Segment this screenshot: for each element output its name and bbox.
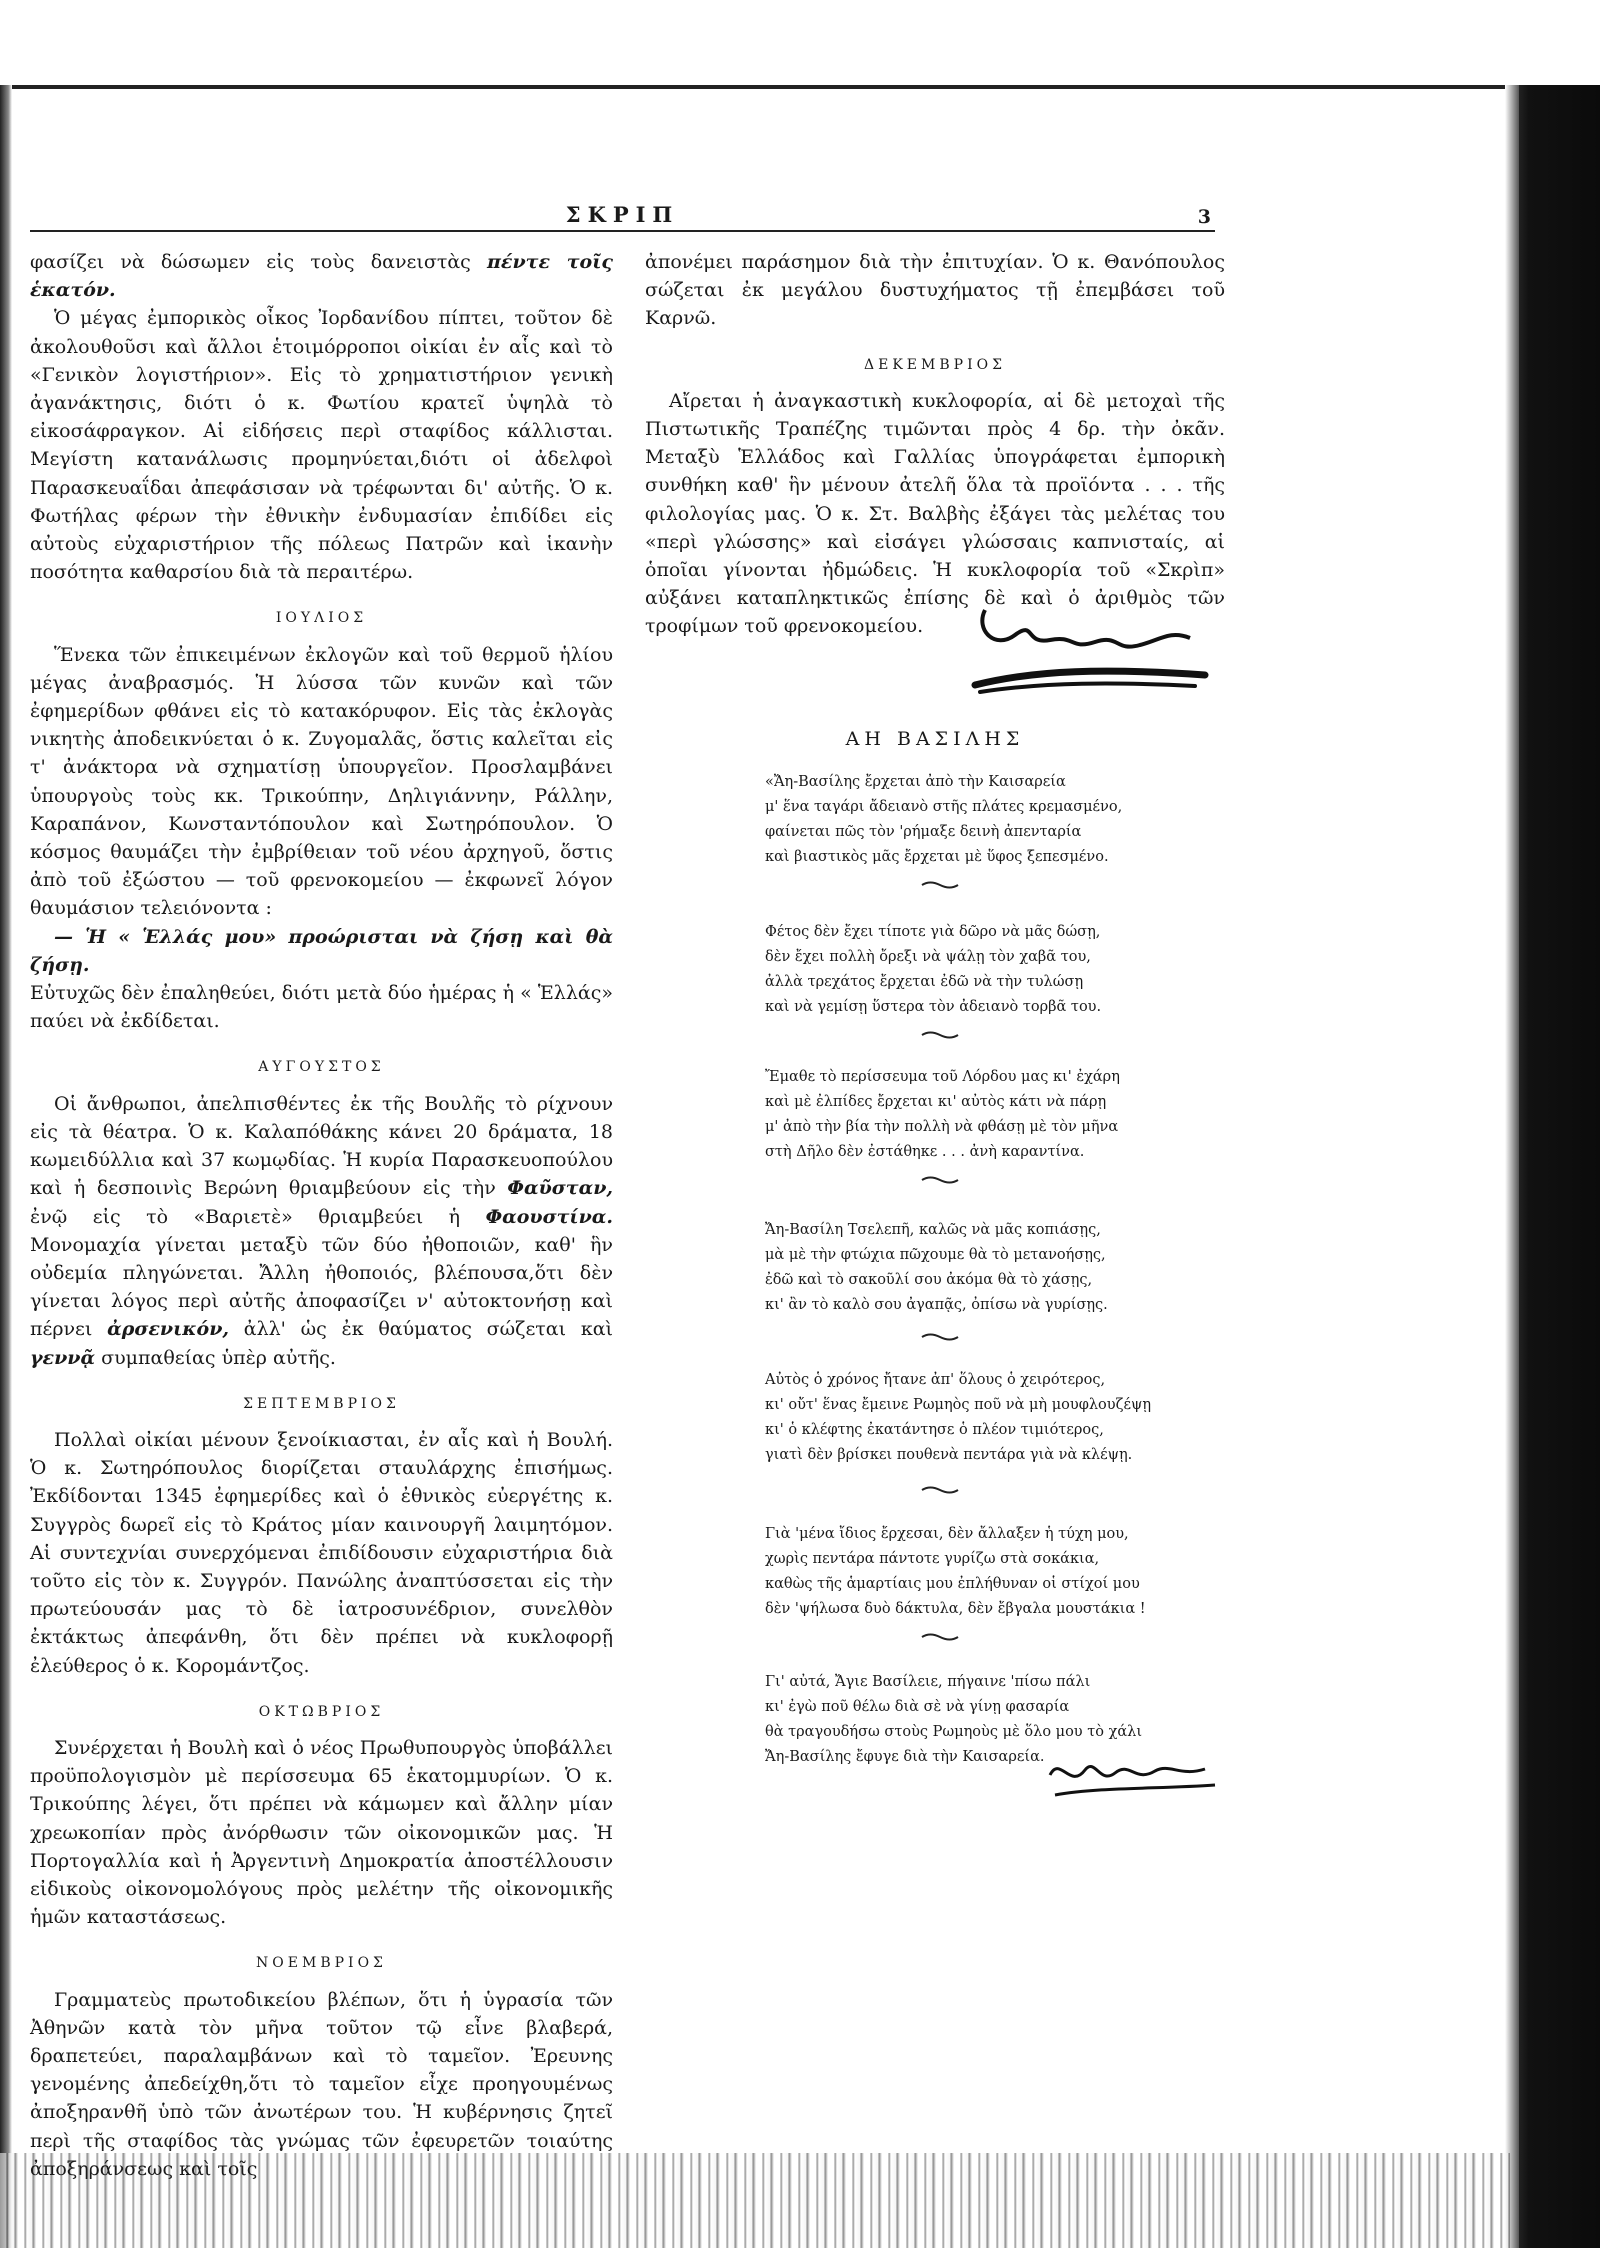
- december-text: Αἴρεται ἡ ἀναγκαστικὴ κυκλοφορία, αἱ δὲ μετοχαὶ τῆς Πιστωτικῆς Τραπέζης τιμῶνται πρὸς 4 δρ. τὴν ὀκᾶν. Μεταξὺ Ἑλλάδος καὶ Γαλλίας ὑπογράφεται ἐμπορικὴ συνθήκη καθ' ἣν μένουν ἀτελῆ ὅλα τὰ προϊόντα . . . τῆς φιλολογίας μας. Ὁ κ. Στ. Βαλβὴς ἐξάγει τὰς μελέτας του «περὶ γλώσσης» καὶ εἰσάγει γλώσσαις καπνισταίς, αἱ ὁποῖαι γίνονται ἠδμώδεις. Ἡ κυκλοφορία τοῦ «Σκρὶπ» αὐξάνει καταπληκτικῶς ἐπίσης δὲ καὶ ὁ ἀριθμὸς τῶν τροφίμων τοῦ φρενοκομείου.: [645, 389, 1225, 638]
- poem-stanza: Γι' αὐτά, Ἄγιε Βασίλειε, πήγαινε 'πίσω πάλι κι' ἐγὼ ποῦ θέλω διὰ σὲ νὰ γίνῃ φασαρία θὰ τραγουδήσω στοὺς Ρωμηοὺς μὲ ὅλο μου τὸ χάλι Ἄη-Βασίλης ἔφυγε διὰ τὴν Καισαρεία.: [765, 1674, 1143, 1765]
- newspaper-title: ΣΚΡΙΠ: [565, 202, 680, 227]
- intro-paragraph: φασίζει νὰ δώσωμεν εἰς τοὺς δανειστὰς πέντε τοῖς ἑκατόν.: [30, 251, 613, 302]
- signature-scrawl-icon: [955, 590, 1215, 710]
- ornament-icon: [920, 1030, 960, 1040]
- august-text: Οἱ ἄνθρωποι, ἀπελπισθέντες ἐκ τῆς Βουλῆς τὸ ρίχνουν εἰς τὰ θέατρα. Ὁ κ. Καλαπόθάκης κάνει 20 δράματα, 18 κωμειδύλλια καὶ 37 κωμῳδίας. Ἡ κυρία Παρασκευοπούλου καὶ ἡ δεσποινὶς Βερώνη θριαμβεύουν εἰς τὴν Φαῦσταν, ἐνῷ εἰς τὸ «Βαριετὲ» θριαμβεύει ἡ Φαουστίνα. Μονομαχία γίνεται μεταξὺ τῶν δύο ἠθοποιῶν, καθ' ἣν οὐδεμία πληγώνεται. Ἄλλη ἠθοποιός, βλέπουσα,ὅτι δὲν γίνεται λόγος περὶ αὐτῆς ἀποφασίζει ν' αὐτοκτονήσῃ καὶ πέρνει ἀρσενικόν, ἀλλ' ὡς ἐκ θαύματος σώζεται καὶ γεννᾷ συμπαθείας ὑπὲρ αὐτῆς.: [30, 1092, 614, 1369]
- poem-stanza: Αὐτὸς ὁ χρόνος ἤτανε ἀπ' ὅλους ὁ χειρότερος, κι' οὔτ' ἕνας ἔμεινε Ρωμηὸς ποῦ νὰ μὴ μουφλουζέψῃ κι' ὁ κλέφτης ἐκατάντησε ὁ πλέον τιμιότερος, γιατὶ δὲν βρίσκει πουθενὰ πεντάρα γιὰ νὰ κλέψῃ.: [765, 1372, 1152, 1463]
- right-column: [645, 248, 1225, 641]
- left-column: [30, 248, 613, 2183]
- month-heading-august: ΑΥΓΟΥΣΤΟΣ: [258, 1059, 385, 1076]
- month-heading-july: ΙΟΥΛΙΟΣ: [275, 610, 368, 627]
- poem-title: ΑΗ ΒΑΣΙΛΗΣ: [845, 728, 1025, 750]
- scan-right-edge: [1505, 85, 1600, 2248]
- month-heading-october: ΟΚΤΩΒΡΙΟΣ: [258, 1703, 385, 1720]
- continuation-text: ἀπονέμει παράσημον διὰ τὴν ἐπιτυχίαν. Ὁ κ. Θανόπουλος σώζεται ἐκ μεγάλου δυστυχήματος τῇ ἐπεμβάσει τοῦ Καρνῶ.: [645, 251, 1225, 330]
- editor-signature: [955, 590, 1215, 710]
- poem-stanza: Ἄη-Βασίλη Τσελεπῆ, καλῶς νὰ μᾶς κοπιάσῃς, μὰ μὲ τὴν φτώχια πῶχουμε θὰ τὸ μετανοήσῃς, ἐδῶ καὶ τὸ σακοῦλί σου ἀκόμα θὰ τὸ χάσῃς, κι' ἂν τὸ καλὸ σου ἀγαπᾷς, ὀπίσω νὰ γυρίσῃς.: [765, 1222, 1108, 1313]
- month-heading-december: ΔΕΚΕΜΒΡΙΟΣ: [864, 356, 1006, 373]
- page-number: 3: [1197, 206, 1211, 228]
- ornament-icon: [920, 1632, 960, 1642]
- july-text: Ἕνεκα τῶν ἐπικειμένων ἐκλογῶν καὶ τοῦ θερμοῦ ἡλίου μέγας ἀναβρασμός. Ἡ λύσσα τῶν κυνῶν καὶ τῶν ἐφημερίδων φθάνει εἰς τὸ κατακόρυφον. Εἰς τὰς ἐκλογὰς νικητὴς ἀποδεικνύεται ὁ κ. Ζυγομαλᾶς, ὅστις καλεῖται εἰς τ' ἀνάκτορα νὰ σχηματίσῃ ὑπουργεῖον. Προσλαμβάνει ὑπουργοὺς τοὺς κκ. Τρικούπην, Δηλιγιάννην, Ράλλην, Καραπάνον, Κωνσταντόπουλον καὶ Σωτηρόπουλον. Ὁ κόσμος θαυμάζει τὴν ἐμβρίθειαν τοῦ νέου ἀρχηγοῦ, ὅστις ἀπὸ τοῦ ἐξώστου — τοῦ φρενοκομείου — ἐκφωνεῖ λόγον θαυμάσιον τελειόνοντα :: [30, 643, 613, 920]
- poem-stanza: Φέτος δὲν ἔχει τίποτε γιὰ δῶρο νὰ μᾶς δώσῃ, δὲν ἔχει πολλὴ ὄρεξι νὰ ψάλῃ τὸν χαβᾶ του, ἀλλὰ τρεχάτος ἔρχεται ἐδῶ νὰ τὴν τυλώσῃ καὶ νὰ γεμίσῃ ὕστερα τὸν ἀδειανὸ τορβᾶ του.: [765, 924, 1102, 1015]
- ornament-icon: [920, 1175, 960, 1185]
- scan-left-edge: [0, 85, 12, 2248]
- ornament-icon: [920, 1332, 960, 1342]
- month-heading-november: ΝΟΕΜΒΡΙΟΣ: [256, 1955, 387, 1972]
- poem-stanza: Γιὰ 'μένα ἴδιος ἔρχεσαι, δὲν ἄλλαξεν ἡ τύχη μου, χωρὶς πεντάρα πάντοτε γυρίζω στὰ σοκάκια, καθὼς τῆς ἁμαρτίαις μου ἐπλήθυναν οἱ στίχοί μου δὲν 'ψήλωσα δυὸ δάκτυλα, δὲν ἔβγαλα μουστάκια !: [765, 1526, 1146, 1617]
- poem-stanza: Ἔμαθε τὸ περίσσευμα τοῦ Λόρδου μας κι' ἐχάρη καὶ μὲ ἐλπίδες ἔρχεται κι' αὐτὸς κάτι νὰ πάρῃ μ' ἀπὸ τὴν βία τὴν πολλὴ νὰ φθάσῃ μὲ τὸν μῆνα στὴ Δῆλο δὲν ἐστάθηκε . . . ἀνὴ καραντίνα.: [765, 1069, 1120, 1160]
- month-heading-september: ΣΕΠΤΕΜΒΡΙΟΣ: [243, 1395, 400, 1412]
- september-text: Πολλαὶ οἰκίαι μένουν ξενοίκιασται, ἐν αἷς καὶ ἡ Βουλή. Ὁ κ. Σωτηρόπουλος διορίζεται σταυλάρχης ἐπισήμως. Ἐκδίδονται 1345 ἐφημερίδες καὶ ὁ ἐθνικὸς εὐεργέτης κ. Συγγρὸς δωρεῖ εἰς τὸ Κράτος μίαν καινουργῆ λαιμητόμον. Αἱ συντεχνίαι συνερχόμεναι ἐπιδίδουσιν εὐχαριστήρια διὰ τοῦτο εἰς τὸν κ. Συγγρόν. Πανώλης ἀναπτύσσεται εἰς τὴν πρωτεύουσάν μας τὸ δὲ ἰατροσυνέδριον, συνελθὸν ἐκτάκτως ἀπεφάνθη, ὅτι δὲν πρέπει νὰ κυκλοφορῇ ἐλεύθερος ὁ κ. Κορομάντζος.: [30, 1428, 613, 1677]
- scan-top-border: [0, 85, 1505, 89]
- ornament-icon: [920, 880, 960, 890]
- intro-paragraph-2: Ὁ μέγας ἐμπορικὸς οἶκος Ἰορδανίδου πίπτει, τοῦτον δὲ ἀκολουθοῦσι καὶ ἄλλοι ἑτοιμόρροποι οἰκίαι ἐν αἷς καὶ τὸ «Γενικὸν λογιστήριον». Εἰς τὸ χρηματιστήριον γενικὴ ἀγανάκτησις, διότι ὁ κ. Φωτίου κρατεῖ ὑψηλὰ τὸ εἰκοσάφραγκον. Αἱ εἰδήσεις περὶ σταφίδος κάλλισται. Μεγίστη κατανάλωσις προμηνύεται,διότι οἱ ἀδελφοὶ Παρασκευαΐδαι ἀπεφάσισαν νὰ τρέφωνται δι' αὐτῆς. Ὁ κ. Φωτήλας φέρων τὴν ἐθνικὴν ἐνδυμασίαν ἐπιδίδει εἰς αὐτοὺς εὐχαριστήριον τῆς πόλεως Πατρῶν καὶ ἱκανὴν ποσότητα καθαρσίου διὰ τὰ περαιτέρω.: [30, 307, 613, 584]
- november-text: Γραμματεὺς πρωτοδικείου βλέπων, ὅτι ἡ ὑγρασία τῶν Ἀθηνῶν κατὰ τὸν μῆνα τοῦτον τῷ εἶνε βλαβερά, δραπετεύει, παραλαμβάνων καὶ τὸ ταμεῖον. Ἐρευνης γενομένης ἀπεδείχθη,ὅτι τὸ ταμεῖον εἶχε προηγουμένως ἀποξηρανθῆ ὑπὸ τῶν ἀνωτέρων του. Ἡ κυβέρνησις ζητεῖ περὶ τῆς σταφίδος τὰς γνώμας τῶν ἐφευρετῶν τοιαύτης ἀποξηράνσεως καὶ τοῖς: [30, 1988, 613, 2180]
- october-text: Συνέρχεται ἡ Βουλὴ καὶ ὁ νέος Πρωθυπουργὸς ὑποβάλλει προϋπολογισμὸν μὲ περίσσευμα 65 ἑκατομμυρίων. Ὁ κ. Τρικούπης λέγει, ὅτι πρέπει νὰ κάμωμεν καὶ ἄλλην μίαν χρεωκοπίαν πρὸς ἀνόρθωσιν τῶν οἰκονομικῶν μας. Ἡ Πορτογαλλία καὶ ἡ Ἀργεντινὴ Δημοκρατία ἀποστέλλουσιν εἰδικοὺς οἰκονομολόγους πρὸς μελέτην τῆς οἰκονομικῆς ἡμῶν καταστάσεως.: [30, 1736, 613, 1929]
- ornament-icon: [920, 1485, 960, 1495]
- july-quote: — Ἡ « Ἑλλάς μου» προώρισται νὰ ζήσῃ καὶ θὰ ζήσῃ.: [30, 925, 613, 976]
- page-header: [30, 200, 1215, 232]
- poet-signature-icon: [1040, 1745, 1220, 1815]
- july-text-2: Εὐτυχῶς δὲν ἐπαληθεύει, διότι μετὰ δύο ἡμέρας ἡ « Ἑλλάς» παύει νὰ ἐκδίδεται.: [30, 982, 613, 1033]
- poem-stanza: «Ἄη-Βασίλης ἔρχεται ἀπὸ τὴν Καισαρεία μ' ἕνα ταγάρι ἄδειανὸ στῆς πλάτες κρεμασμένο, φαίνεται πῶς τὸν 'ρήμαξε δεινὴ ἀπενταρία καὶ βιαστικὸς μᾶς ἔρχεται μὲ ὕφος ξεπεσμένο.: [765, 774, 1123, 865]
